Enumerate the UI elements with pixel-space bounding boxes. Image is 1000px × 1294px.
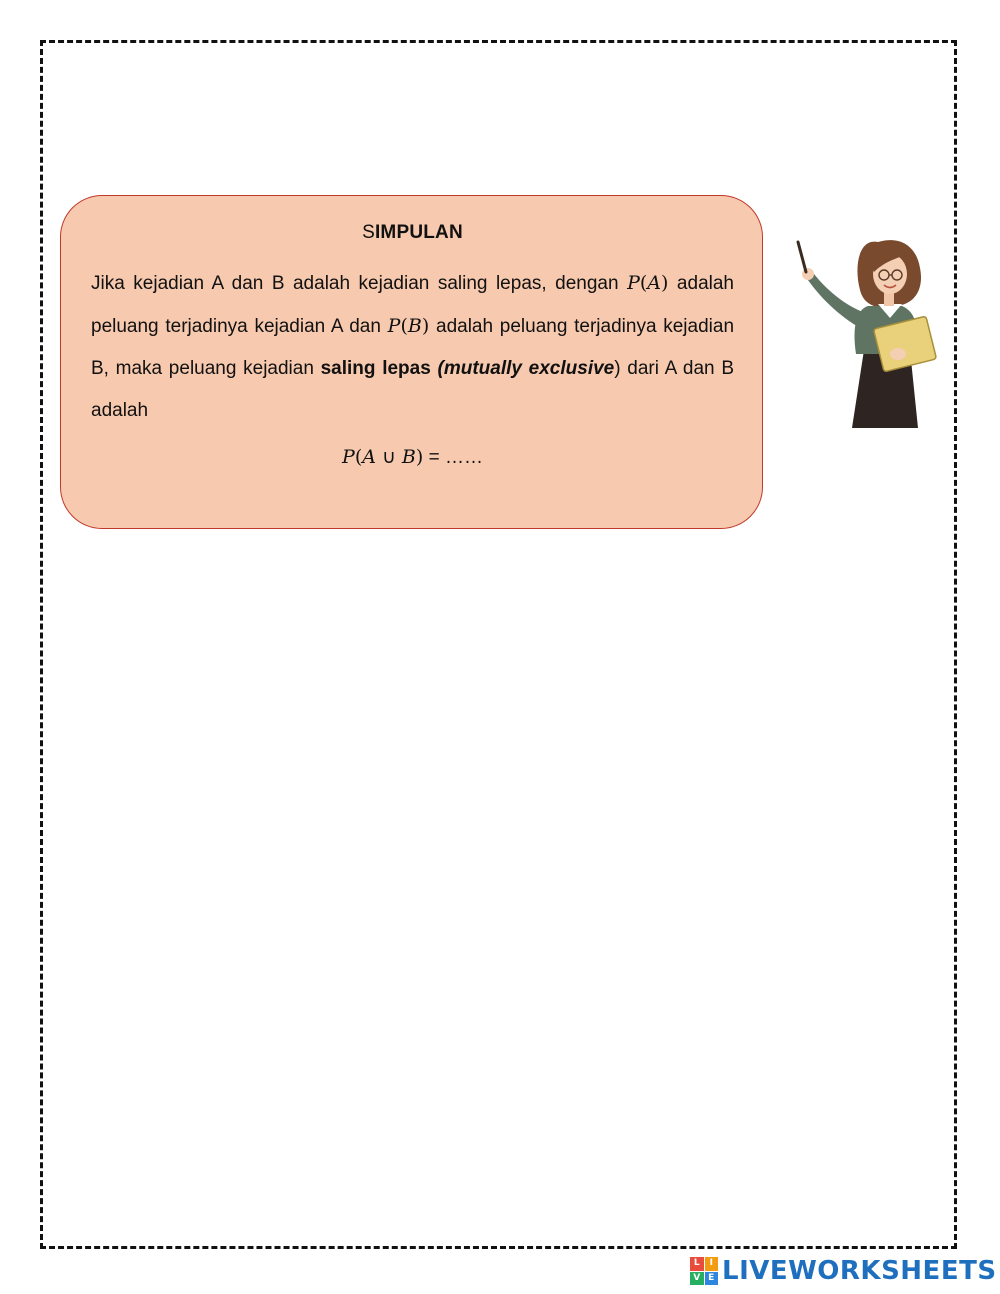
summary-box	[60, 195, 763, 529]
union-operator: ∪	[381, 446, 396, 468]
pa-close-paren: )	[661, 272, 669, 294]
pb-argument: B	[407, 315, 422, 337]
summary-paragraph	[91, 262, 734, 432]
formula-close-paren: )	[415, 446, 424, 468]
formula-function: P	[342, 446, 355, 468]
logo-letter-e: E	[705, 1272, 719, 1286]
summary-bold-term: saling lepas	[320, 358, 431, 379]
pa-argument: A	[647, 272, 662, 294]
union-formula	[91, 446, 734, 469]
summary-italic-term: (mutually exclusive	[437, 358, 615, 379]
liveworksheets-logo-icon	[690, 1257, 718, 1285]
formula-answer-blank: = ……	[423, 447, 483, 468]
logo-letter-i: I	[705, 1257, 719, 1271]
union-expression	[342, 446, 423, 468]
pb-open-paren: (	[400, 315, 408, 337]
logo-letter-v: V	[690, 1272, 704, 1286]
summary-title-first-letter: S	[362, 222, 375, 243]
formula-right-event: B	[401, 446, 416, 468]
pa-function: P	[627, 272, 640, 294]
summary-title-rest: IMPULAN	[374, 222, 463, 243]
probability-a-expression	[627, 272, 668, 294]
teacher-pointing-icon	[786, 228, 946, 433]
summary-text-part-2: adalah peluang terjadinya kejadian A dan	[91, 273, 734, 337]
liveworksheets-wordmark: LIVEWORKSHEETS	[722, 1256, 997, 1286]
probability-b-expression	[388, 315, 430, 337]
logo-letter-l: L	[690, 1257, 704, 1271]
pb-close-paren: )	[421, 315, 430, 337]
pa-open-paren: (	[639, 272, 648, 294]
summary-text-part-3: adalah peluang terjadinya kejadian B, maka peluang kejadian	[91, 316, 735, 379]
pb-function: P	[387, 315, 401, 337]
liveworksheets-brand	[690, 1254, 997, 1288]
summary-title	[91, 222, 734, 244]
summary-text-part-1: Jika kejadian A dan B adalah kejadian saling lepas, dengan	[91, 273, 628, 294]
formula-left-event: A	[362, 446, 376, 468]
formula-open-paren: (	[354, 446, 363, 468]
summary-text-part-5: ) dari A dan B adalah	[91, 358, 734, 421]
summary-text-part-4	[431, 358, 438, 379]
